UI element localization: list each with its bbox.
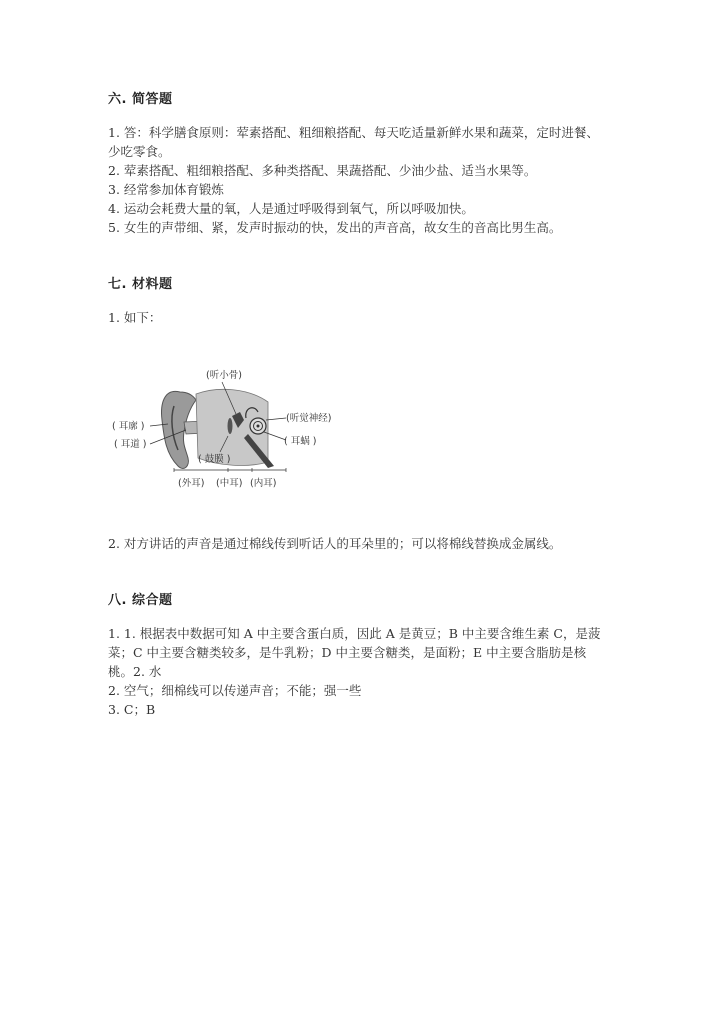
ear-structure-diagram (108, 358, 348, 498)
section-6-item-4: 4. 运动会耗费大量的氧，人是通过呼吸得到氧气，所以呼吸加快。 (108, 201, 474, 216)
section-6-item-3: 3. 经常参加体育锻炼 (108, 182, 224, 197)
section-8-title: 八. 综合题 (108, 593, 173, 608)
section-8-answers (108, 624, 606, 719)
label-auricle: ( 耳廓 ) (112, 421, 145, 432)
eardrum-shape (228, 418, 233, 434)
section-6-title: 六. 简答题 (108, 92, 173, 107)
label-middle-ear: (中耳) (216, 478, 243, 489)
section-7-title: 七. 材料题 (108, 277, 173, 292)
label-eardrum: ( 鼓膜 ) (198, 454, 231, 465)
section-7-item-2: 2. 对方讲话的声音是通过棉线传到听话人的耳朵里的；可以将棉线替换成金属线。 (108, 536, 562, 551)
label-cochlea: ( 耳蜗 ) (284, 436, 317, 447)
section-6-item-1: 1. 答：科学膳食原则：荤素搭配、粗细粮搭配、每天吃适量新鲜水果和蔬菜，定时进餐、少吃零食。 (108, 125, 599, 159)
label-ear-canal: ( 耳道 ) (114, 439, 147, 450)
section-8-item-3: 3. C；B (108, 702, 156, 717)
label-auditory-nerve: (听觉神经) (286, 413, 332, 424)
label-ossicles: (听小骨) (206, 370, 242, 381)
section-6-item-2: 2. 荤素搭配、粗细粮搭配、多种类搭配、果蔬搭配、少油少盐、适当水果等。 (108, 163, 537, 178)
section-8-item-1: 1. 1. 根据表中数据可知 A 中主要含蛋白质，因此 A 是黄豆；B 中主要含维生素 C，是菠菜；C 中主要含糖类较多，是牛乳粉；D 中主要含糖类，是面粉；E 中主要含脂肪是核桃。2. 水 (108, 626, 601, 679)
label-inner-ear: (内耳) (250, 478, 277, 489)
label-outer-ear: (外耳) (178, 478, 205, 489)
section-8-item-2: 2. 空气；细棉线可以传递声音；不能；强一些 (108, 683, 362, 698)
section-6-item-5: 5. 女生的声带细、紧，发声时振动的快，发出的声音高，故女生的音高比男生高。 (108, 220, 562, 235)
section-7-item-1: 1. 如下： (108, 310, 162, 325)
section-6-answers (108, 123, 606, 237)
